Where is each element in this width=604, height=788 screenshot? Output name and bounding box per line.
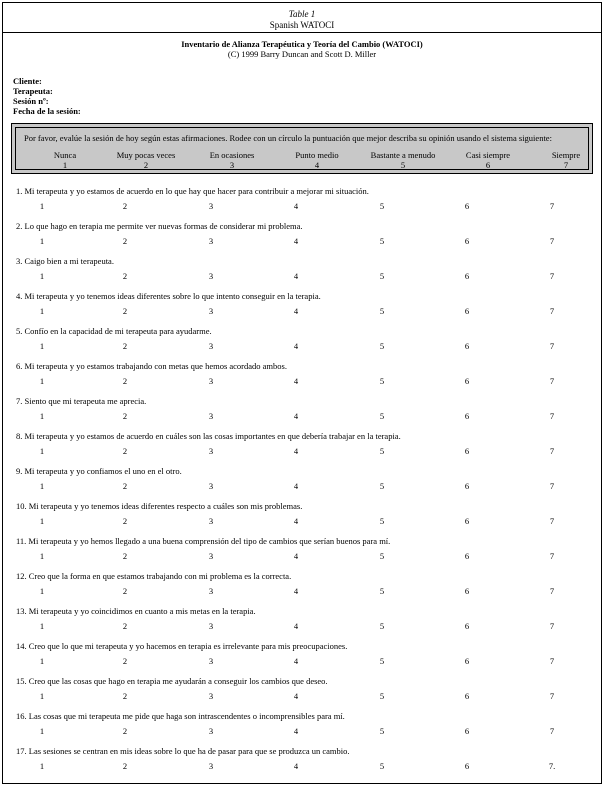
rating-option[interactable]: 7. xyxy=(548,761,556,771)
rating-option[interactable]: 6 xyxy=(464,761,470,771)
rating-option[interactable]: 2 xyxy=(122,656,128,666)
scale-label: Siempre xyxy=(551,150,581,160)
rating-option[interactable]: 2 xyxy=(122,341,128,351)
scale-point xyxy=(358,150,448,170)
question-item xyxy=(3,181,601,216)
rating-option[interactable]: 7 xyxy=(549,691,555,701)
rating-option[interactable]: 4 xyxy=(293,376,299,386)
question-text: 6. Mi terapeuta y yo estamos trabajando con metas que hemos acordado ambos. xyxy=(16,361,287,371)
rating-option[interactable]: 1 xyxy=(39,656,45,666)
rating-option[interactable]: 6 xyxy=(464,306,470,316)
rating-option[interactable]: 2 xyxy=(122,516,128,526)
question-text: 2. Lo que hago en terapia me permite ver nuevas formas de considerar mi problema. xyxy=(16,221,303,231)
rating-option[interactable]: 4 xyxy=(293,691,299,701)
question-text: 14. Creo que lo que mi terapeuta y yo hacemos en terapia es irrelevante para mis preocupaciones. xyxy=(16,641,348,651)
rating-option[interactable]: 7 xyxy=(549,621,555,631)
rating-option[interactable]: 7 xyxy=(549,656,555,666)
rating-option[interactable]: 1 xyxy=(39,306,45,316)
scale-value: 2 xyxy=(143,160,149,170)
rating-option[interactable]: 4 xyxy=(293,201,299,211)
rating-option[interactable]: 5 xyxy=(379,271,385,281)
question-text: 15. Creo que las cosas que hago en terapia me ayudarán a conseguir los cambios que deseo. xyxy=(16,676,328,686)
scale-value: 6 xyxy=(485,160,491,170)
question-item xyxy=(3,251,601,286)
rating-option[interactable]: 2 xyxy=(122,201,128,211)
scale-point xyxy=(272,150,362,170)
rating-option[interactable]: 4 xyxy=(293,341,299,351)
rating-option[interactable]: 1 xyxy=(39,236,45,246)
rating-option[interactable]: 1 xyxy=(39,411,45,421)
table-title: Spanish WATOCI xyxy=(269,20,335,30)
rating-option[interactable]: 5 xyxy=(379,656,385,666)
rating-option[interactable]: 5 xyxy=(379,201,385,211)
field-therapist[interactable]: Terapeuta: xyxy=(13,86,53,96)
rating-option[interactable]: 2 xyxy=(122,761,128,771)
scale-label: Casi siempre xyxy=(465,150,511,160)
rating-option[interactable]: 2 xyxy=(122,376,128,386)
rating-option[interactable]: 6 xyxy=(464,656,470,666)
rating-option[interactable]: 5 xyxy=(379,236,385,246)
question-item xyxy=(3,636,601,671)
rating-option[interactable]: 3 xyxy=(208,761,214,771)
rating-option[interactable]: 5 xyxy=(379,516,385,526)
rating-option[interactable]: 4 xyxy=(293,586,299,596)
rating-option[interactable]: 5 xyxy=(379,726,385,736)
rating-option[interactable]: 3 xyxy=(208,306,214,316)
rating-option[interactable]: 4 xyxy=(293,306,299,316)
question-text: 5. Confío en la capacidad de mi terapeuta para ayudarme. xyxy=(16,326,212,336)
scale-value: 7 xyxy=(563,160,569,170)
rating-option[interactable]: 1 xyxy=(39,201,45,211)
rating-option[interactable]: 4 xyxy=(293,621,299,631)
question-text: 3. Caigo bien a mi terapeuta. xyxy=(16,256,114,266)
question-item xyxy=(3,531,601,566)
rating-option[interactable]: 1 xyxy=(39,726,45,736)
rating-option[interactable]: 7 xyxy=(549,201,555,211)
rating-option[interactable]: 6 xyxy=(464,376,470,386)
rating-option[interactable]: 4 xyxy=(293,516,299,526)
question-item xyxy=(3,426,601,461)
rating-option[interactable]: 3 xyxy=(208,446,214,456)
rating-option[interactable]: 3 xyxy=(208,691,214,701)
question-item xyxy=(3,321,601,356)
rating-option[interactable]: 5 xyxy=(379,341,385,351)
rating-option[interactable]: 7 xyxy=(549,586,555,596)
rating-option[interactable]: 3 xyxy=(208,481,214,491)
scale-label: En ocasiones xyxy=(209,150,255,160)
rating-option[interactable]: 3 xyxy=(208,271,214,281)
rating-option[interactable]: 3 xyxy=(208,726,214,736)
question-text: 17. Las sesiones se centran en mis ideas sobre lo que ha de pasar para que se produzca un cambio. xyxy=(16,746,350,756)
rating-option[interactable]: 5 xyxy=(379,446,385,456)
rating-option[interactable]: 6 xyxy=(464,586,470,596)
rating-option[interactable]: 6 xyxy=(464,481,470,491)
rating-option[interactable]: 3 xyxy=(208,201,214,211)
rating-option[interactable]: 7 xyxy=(549,341,555,351)
field-session-number[interactable]: Sesión nº: xyxy=(13,96,49,106)
scale-label: Punto medio xyxy=(295,150,339,160)
rating-option[interactable]: 1 xyxy=(39,271,45,281)
question-text: 13. Mi terapeuta y yo coincidimos en cuanto a mis metas en la terapia. xyxy=(16,606,256,616)
rating-option[interactable]: 2 xyxy=(122,691,128,701)
rating-option[interactable]: 6 xyxy=(464,691,470,701)
rating-option[interactable]: 6 xyxy=(464,621,470,631)
rating-option[interactable]: 2 xyxy=(122,446,128,456)
rating-option[interactable]: 7 xyxy=(549,516,555,526)
rating-option[interactable]: 1 xyxy=(39,341,45,351)
rating-option[interactable]: 4 xyxy=(293,271,299,281)
rating-option[interactable]: 7 xyxy=(549,306,555,316)
rating-option[interactable]: 2 xyxy=(122,271,128,281)
rating-option[interactable]: 2 xyxy=(122,551,128,561)
question-text: 12. Creo que la forma en que estamos trabajando con mi problema es la correcta. xyxy=(16,571,292,581)
question-item xyxy=(3,286,601,321)
rating-option[interactable]: 7 xyxy=(549,726,555,736)
rating-option[interactable]: 7 xyxy=(549,551,555,561)
rating-option[interactable]: 7 xyxy=(549,481,555,491)
question-item xyxy=(3,741,601,776)
question-item xyxy=(3,566,601,601)
scale-value: 1 xyxy=(62,160,68,170)
rating-option[interactable]: 4 xyxy=(293,726,299,736)
rating-option[interactable]: 4 xyxy=(293,411,299,421)
rating-option[interactable]: 7 xyxy=(549,446,555,456)
rating-option[interactable]: 6 xyxy=(464,271,470,281)
field-session-date[interactable]: Fecha de la sesión: xyxy=(13,106,81,116)
question-text: 11. Mi terapeuta y yo hemos llegado a una buena comprensión del tipo de cambios que serían buenos para mí. xyxy=(16,536,391,546)
scale-point xyxy=(521,150,604,170)
rating-option[interactable]: 5 xyxy=(379,481,385,491)
rating-option[interactable]: 4 xyxy=(293,446,299,456)
rating-option[interactable]: 7 xyxy=(549,411,555,421)
rating-option[interactable]: 5 xyxy=(379,411,385,421)
rating-option[interactable]: 7 xyxy=(549,271,555,281)
rating-option[interactable]: 6 xyxy=(464,551,470,561)
rating-option[interactable]: 7 xyxy=(549,236,555,246)
rating-option[interactable]: 5 xyxy=(379,586,385,596)
rating-option[interactable]: 5 xyxy=(379,621,385,631)
rating-option[interactable]: 5 xyxy=(379,376,385,386)
rating-option[interactable]: 3 xyxy=(208,586,214,596)
field-client[interactable]: Cliente: xyxy=(13,76,42,86)
rating-option[interactable]: 1 xyxy=(39,551,45,561)
question-text: 4. Mi terapeuta y yo tenemos ideas diferentes sobre lo que intento conseguir en la terapia. xyxy=(16,291,321,301)
form-title: Inventario de Alianza Terapéutica y Teoría del Cambio (WATOCI) xyxy=(181,39,423,49)
rating-option[interactable]: 1 xyxy=(39,481,45,491)
scale-label: Muy pocas veces xyxy=(116,150,176,160)
rating-option[interactable]: 1 xyxy=(39,446,45,456)
rating-option[interactable]: 3 xyxy=(208,516,214,526)
question-text: 10. Mi terapeuta y yo tenemos ideas diferentes respecto a cuáles son mis problemas. xyxy=(16,501,303,511)
question-item xyxy=(3,391,601,426)
rating-option[interactable]: 6 xyxy=(464,516,470,526)
items-list xyxy=(3,181,601,776)
rating-option[interactable]: 1 xyxy=(39,586,45,596)
question-item xyxy=(3,496,601,531)
form-subtitle xyxy=(3,39,601,59)
rating-option[interactable]: 2 xyxy=(122,236,128,246)
rating-option[interactable]: 2 xyxy=(122,481,128,491)
client-fields xyxy=(13,76,601,116)
rating-option[interactable]: 5 xyxy=(379,306,385,316)
question-item xyxy=(3,706,601,741)
question-item xyxy=(3,461,601,496)
rating-option[interactable]: 1 xyxy=(39,691,45,701)
scale-value: 4 xyxy=(314,160,320,170)
rating-option[interactable]: 2 xyxy=(122,411,128,421)
scale-point xyxy=(101,150,191,170)
rating-option[interactable]: 1 xyxy=(39,621,45,631)
rating-option[interactable]: 4 xyxy=(293,236,299,246)
scale-point xyxy=(443,150,533,170)
rating-option[interactable]: 6 xyxy=(464,341,470,351)
rating-option[interactable]: 5 xyxy=(379,551,385,561)
scale-point xyxy=(187,150,277,170)
rating-option[interactable]: 6 xyxy=(464,201,470,211)
rating-option[interactable]: 3 xyxy=(208,236,214,246)
table-label: Table 1 xyxy=(288,9,316,19)
rating-option[interactable]: 4 xyxy=(293,656,299,666)
scale-label: Bastante a menudo xyxy=(370,150,436,160)
scale-point xyxy=(20,150,110,170)
rating-option[interactable]: 3 xyxy=(208,551,214,561)
rating-option[interactable]: 1 xyxy=(39,761,45,771)
scale-value: 3 xyxy=(229,160,235,170)
rating-option[interactable]: 6 xyxy=(464,236,470,246)
question-text: 8. Mi terapeuta y yo estamos de acuerdo en cuáles son las cosas importantes en que debería trabajar en la terapia. xyxy=(16,431,401,441)
rating-option[interactable]: 2 xyxy=(122,726,128,736)
rating-option[interactable]: 5 xyxy=(379,761,385,771)
question-item xyxy=(3,671,601,706)
rating-option[interactable]: 4 xyxy=(293,551,299,561)
instructions-box xyxy=(11,123,593,174)
rating-option[interactable]: 4 xyxy=(293,761,299,771)
rating-option[interactable]: 3 xyxy=(208,341,214,351)
rating-option[interactable]: 2 xyxy=(122,621,128,631)
rating-option[interactable]: 1 xyxy=(39,376,45,386)
scale-label: Nunca xyxy=(53,150,77,160)
question-text: 1. Mi terapeuta y yo estamos de acuerdo en lo que hay que hacer para contribuir a mejorar mi situación. xyxy=(16,186,369,196)
rating-option[interactable]: 6 xyxy=(464,726,470,736)
scale-value: 5 xyxy=(400,160,406,170)
copyright-line: (C) 1999 Barry Duncan and Scott D. Miller xyxy=(227,49,377,59)
question-item xyxy=(3,601,601,636)
rating-option[interactable]: 2 xyxy=(122,306,128,316)
rating-option[interactable]: 3 xyxy=(208,376,214,386)
rating-option[interactable]: 2 xyxy=(122,586,128,596)
question-text: 16. Las cosas que mi terapeuta me pide que haga son intrascendentes o incomprensibles para mí. xyxy=(16,711,345,721)
question-text: 7. Siento que mi terapeuta me aprecia. xyxy=(16,396,147,406)
rating-option[interactable]: 3 xyxy=(208,621,214,631)
rating-option[interactable]: 5 xyxy=(379,691,385,701)
question-item xyxy=(3,216,601,251)
rating-option[interactable]: 4 xyxy=(293,481,299,491)
rating-option[interactable]: 6 xyxy=(464,411,470,421)
rating-option[interactable]: 3 xyxy=(208,411,214,421)
document-page xyxy=(2,2,602,784)
table-header xyxy=(3,3,601,33)
rating-option[interactable]: 6 xyxy=(464,446,470,456)
question-item xyxy=(3,356,601,391)
question-text: 9. Mi terapeuta y yo confiamos el uno en el otro. xyxy=(16,466,182,476)
rating-option[interactable]: 7 xyxy=(549,376,555,386)
rating-option[interactable]: 3 xyxy=(208,656,214,666)
rating-option[interactable]: 1 xyxy=(39,516,45,526)
instructions-text: Por favor, evalúe la sesión de hoy según estas afirmaciones. Rodee con un círculo la puntuación que mejor describa su opinión usando el sistema siguiente: xyxy=(24,133,552,143)
